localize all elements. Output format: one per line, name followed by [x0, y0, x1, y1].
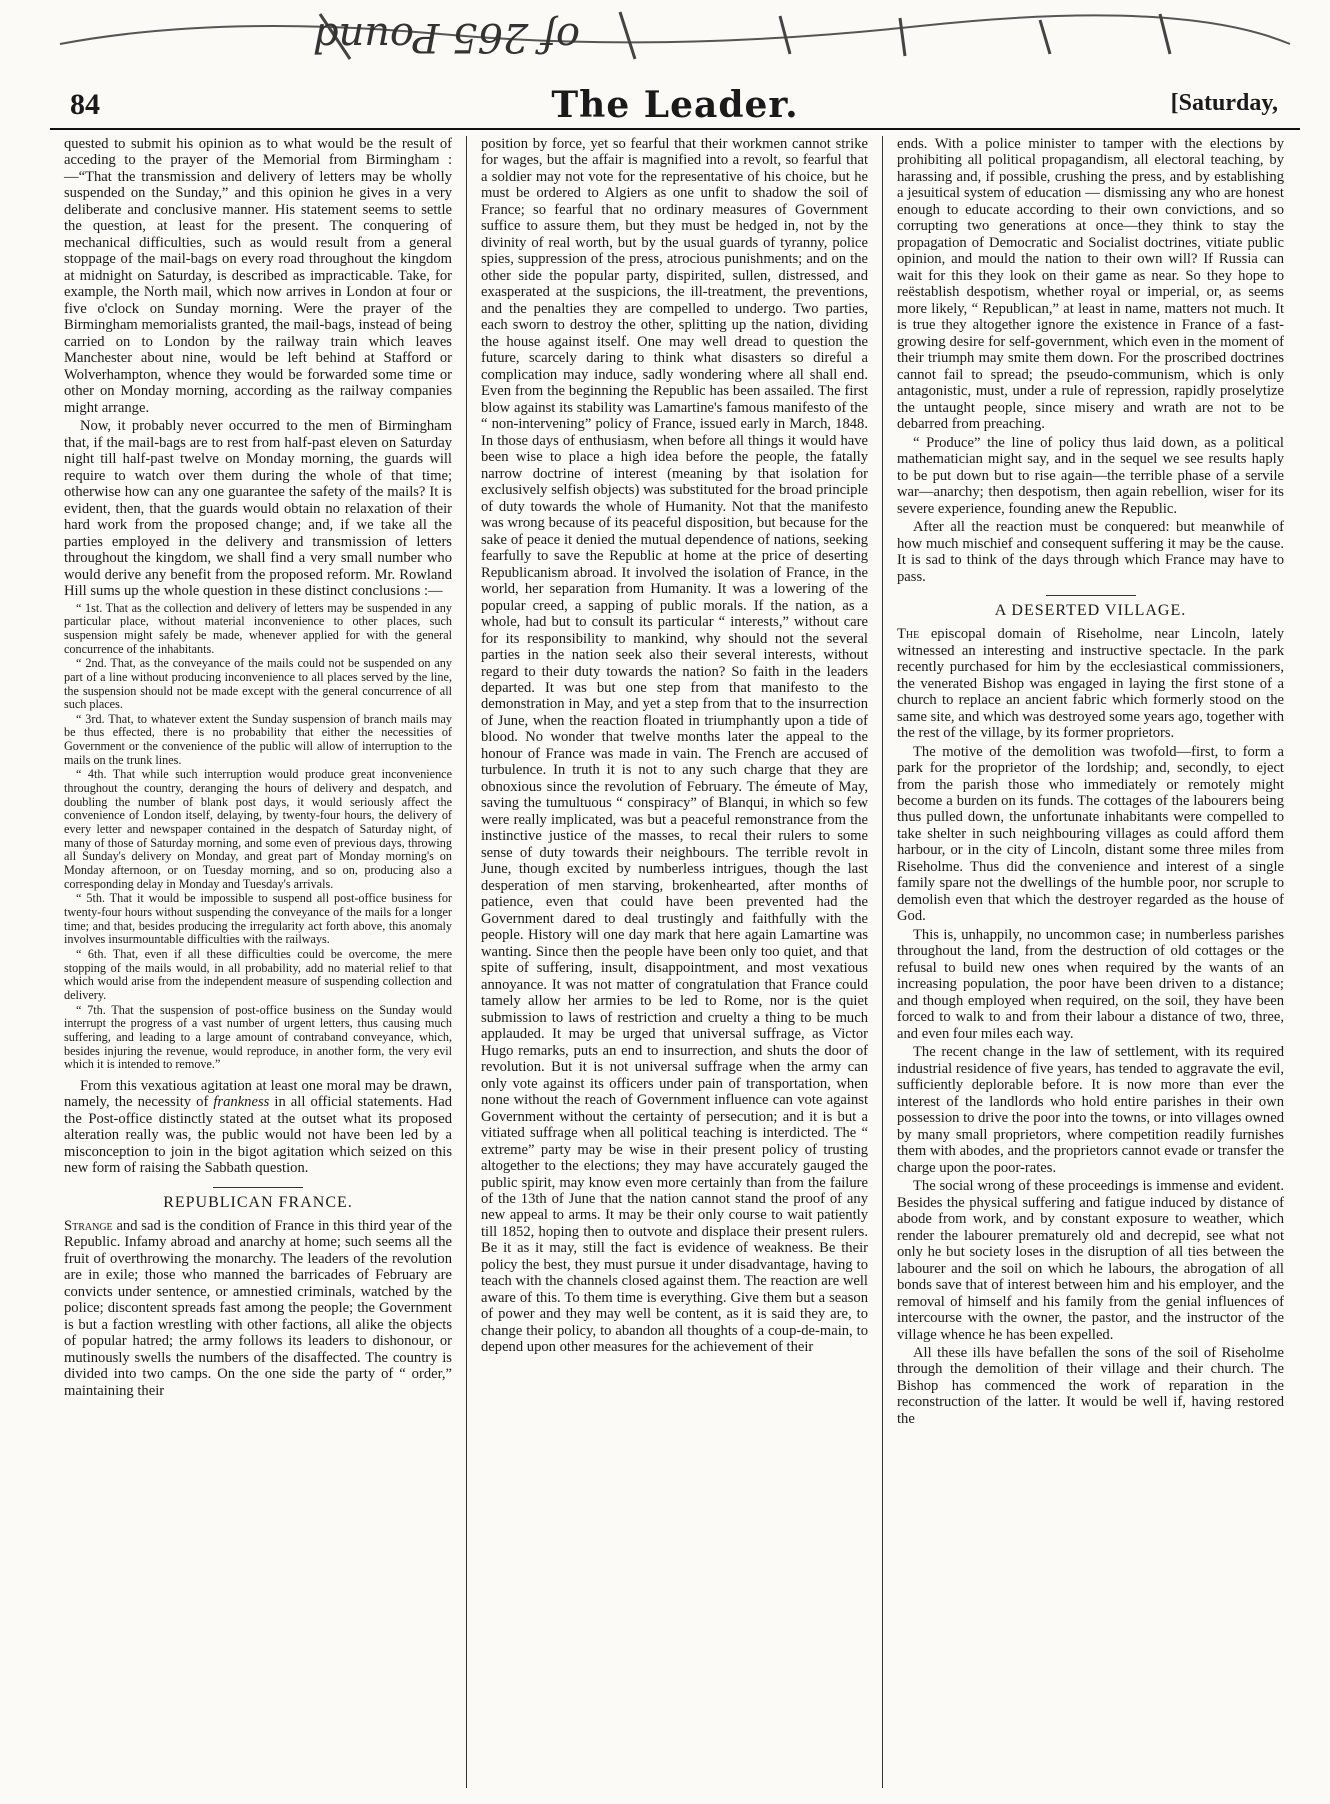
- paragraph: The recent change in the law of settlement, with its required industrial residence of five years, has tended to aggravate the evil, sufficiently deplorable before. It is now more than ever the interest of the landlords who hold entire parishes in their own possession to drive the poor into the towns, or into villages owned by many small proprietors, where competition readily furnishes them with abodes, and the proprietors cannot evade or transfer the charge upon the poor-rates.: [897, 1044, 1284, 1176]
- issue-day: [Saturday,: [1170, 90, 1278, 116]
- heading-deserted-village: A DESERTED VILLAGE.: [994, 602, 1187, 620]
- scrawl-text: of 265 Pound: [312, 14, 580, 60]
- quotation: “ 6th. That, even if all these difficulties could be overcome, the mere stopping of the mails would, in all probability, add no material relief to that which would arise from the independent measure of suspending collection and delivery.: [64, 946, 452, 1002]
- column-2: [466, 136, 882, 1788]
- drop-word: The: [897, 626, 920, 643]
- paragraph: After all the reaction must be conquered: but meanwhile of how much mischief and consequent suffering it may be the cause. It is sad to think of the days through which France may have to pass.: [897, 519, 1284, 585]
- paragraph: quested to submit his opinion as to what would be the result of acceding to the prayer of the Memorial from Birmingham :—“That the transmission and delivery of letters may be wholly suspended on the Sunday,” and this opinion he gives in a very deliberate and conclusive manner. His statement seems to settle the question, at least for the present. The conquering of mechanical difficulties, such as would result from a general stoppage of the mail-bags on every road throughout the kingdom at midnight on Saturday, is described as impracticable. Take, for example, the North mail, which now arrives in London at four or five o'clock on Sunday morning. Were the prayer of the Birmingham memorialists granted, the mail-bags, instead of being carried on to London by the railway train which leaves Manchester about nine, would be left behind at Stafford or Wolverhampton, whence they would be forwarded some time or other on Monday morning, according as the railway companies might arrange.: [64, 136, 452, 416]
- paragraph: [64, 1078, 452, 1177]
- section-divider: [1046, 595, 1136, 596]
- article-columns: [50, 136, 1300, 1788]
- quotation: “ 5th. That it would be impossible to suspend all post-office business for twenty-four hours without suspending the conveyance of the mails for a longer time; and that, besides producing the irregularity act forth above, this anomaly involves insurmountable difficulties with the railways.: [64, 891, 452, 947]
- paragraph: position by force, yet so fearful that their workmen cannot strike for wages, but the affair is magnified into a revolt, so fearful that a soldier may not vote for the representative of his choice, but he must be ordered to Algiers as one unfit to shadow the soil of France; so fearful that no ordinary measures of Government suffice to assure them, but they must be hedged in, not by the divinity of real worth, but by the usual guards of tyranny, police spies, suppression of the press, atrocious punishments; and on the other side the popular party, dispirited, sullen, distressed, and exasperated at the suspicions, the ill-treatment, the preventions, and the penalties they are compelled to undergo. Two parties, each sworn to destroy the other, splitting up the nation, dividing the house against itself. One may well dread to question the future, scarcely daring to think what disasters so direful a complication may induce, sadly wondering where all shall end. Even from the beginning the Republic has been assailed. The first blow against its stability was Lamartine's famous manifesto of the “ non-intervening” policy of France, issued early in March, 1848. In those days of enthusiasm, when before all things it would have been wise to place a high idea before the people, the fatally narrow doctrine of interest (meaning by that isolation for exclusively selfish objects) was substituted for the broad principle of duty towards the whole of Humanity. Not that the manifesto was wrong because of its peaceful disposition, but because for the sake of peace it denied the mutual dependence of nations, seeking fearfully to save the Republic at home at the price of deserting Republicanism abroad. It involved the isolation of France, in the world, her separation from Humanity. It was a lowering of the popular creed, a sapping of public morals. If the nation, as a whole, had but to consult its particular “ interests,” without care for its responsibility to mankind, why should not the several parties in the nation seek also their several interests, without regard to their duty towards the nation? So faith in the leaders departed. It was but one step from that manifesto to the demonstration in May, and yet a step from that to the insurrection of June, when the reaction floated in triumphantly upon a tide of blood. No wonder that twelve months later the appeal to the honour of France was made in vain. The French are accused of turbulence. In truth it is not to any such charge that they are obnoxious since the revolution of February. The émeute of May, saving the tumultuous “ conspiracy” of Blanqui, in which so few were really implicated, was but a peaceful remonstrance from the instinctive justice of the masses, to recal their rulers to some sense of duty towards their neighbours. The terrible revolt in June, though excited by numberless intrigues, though the last desperation of men starving, brokenhearted, after months of patience, even that could have been prevented had the Government dared to deal trustingly and faithfully with the people. History will one day mark that here again Lamartine was wanting. Since then the people have been only too quiet, and that spite of suffering, insult, disappointment, and most vexatious annoyance. It was not matter of congratulation that France could tamely allow her armies to be led to Rome, nor is the quiet submission to laws of restriction and cruelty a thing to be much applauded. It may be urged that universal suffrage, as Victor Hugo remarks, puts an end to insurrection, and shuts the door of revolution. But it is not universal suffrage when the army can only vote against its officers under pain of transportation, when none without the reach of Government influence can vote against Government without the certainty of persecution; and it is but a vitiated suffrage when all political teaching is interdicted. The “ extreme” party may be wise in their present policy of trusting altogether to the elections; they may have accurately gauged the public spirit, may know even more certainly than from the failure of the 13th of June that the nation cannot stand the proof of any new appeal to arms. It may be their only course to wait patiently till 1852, hoping then to outvote and displace their present rulers. Be it as it may, still the fact is evidence of weakness. Be their policy the best, they must pursue it under disadvantage, having to teach with the channels closed against them. The reaction are well aware of this. To them time is everything. Give them but a season of power and they may well be content, as it is said they are, to change their policy, to abandon all thoughts of a coup-de-main, to depend upon other measures for the achievement of their: [481, 136, 868, 1356]
- text-run: From this vexatious agitation at least one moral may be drawn, namely, the necessity of: [64, 1077, 452, 1111]
- text-run: in all official statements. Had the Post-office distinctly stated at the outset what its proposed alteration really was, the public would not have been led by a misconception to join in the bigot agitation which seized on this new form of raising the Sabbath question.: [64, 1094, 452, 1177]
- paragraph: Now, it probably never occurred to the men of Birmingham that, if the mail-bags are to rest from half-past eleven on Saturday night till half-past twelve on Monday morning, the guards will require to watch over them during the whole of that time; otherwise how can any one guarantee the safety of the mails? It is evident, then, that the guards would obtain no relaxation of their hard work from the proposed change; and, if we take all the parties employed in the delivery and transmission of letters throughout the kingdom, we shall find a very small number who would derive any benefit from the proposed reform. Mr. Rowland Hill sums up the whole question in these distinct conclusions :—: [64, 418, 452, 600]
- quotation: “ 3rd. That, to whatever extent the Sunday suspension of branch mails may be thus effected, there is no probability that either the necessities of Government or the convenience of the public will allow of interruption to the mails on the trunk lines.: [64, 711, 452, 767]
- paragraph: This is, unhappily, no uncommon case; in numberless parishes throughout the land, from the destruction of old cottages or the refusal to build new ones when required by the wants of an increasing population, the poor have been driven to a distance; and though employed when required, on the soil, they have been forced to walk to and from their labour a distance of two, three, and even four miles each way.: [897, 926, 1284, 1042]
- column-3: [882, 136, 1298, 1788]
- paragraph: The motive of the demolition was twofold—first, to form a park for the proprietor of the lordship; and, secondly, to eject from the parish those who immediately or remotely might become a burden on its funds. The cottages of the labourers being thus pulled down, the unfortunate inhabitants were compelled to take shelter in such neighbouring villages as could afford them harbour, or in the city of Lincoln, distant some three miles from Riseholme. Thus did the convenience and interest of a single family spare not the dwellings of the humble poor, nor scruple to demolish even that which the destroyer regarded as the house of God.: [897, 743, 1284, 925]
- paragraph: [897, 626, 1284, 741]
- paragraph: All these ills have befallen the sons of the soil of Riseholme through the demolition of their village and their church. The Bishop has commenced the work of reparation in the reconstruction of the latter. It would be well if, having restored the: [897, 1344, 1284, 1427]
- heading-republican-france: REPUBLICAN FRANCE.: [163, 1193, 353, 1211]
- handwritten-annotation: [20, 4, 1310, 74]
- quotation: “ 1st. That as the collection and delivery of letters may be suspended in any particular place, without material inconvenience to other places, such suspension might safely be made, whenever applied for with the general concurrence of the inhabitants.: [64, 600, 452, 656]
- text-run: episcopal domain of Riseholme, near Lincoln, lately witnessed an interesting and instructive spectacle. In the park recently purchased for him by the ecclesiastical commissioners, the venerated Bishop was engaged in laying the first stone of a church to replace an ancient fabric which formerly stood on the same site, and which was destroyed some years ago, together with the rest of the village, by its former proprietors.: [897, 626, 1284, 742]
- newspaper-title: The Leader.: [551, 84, 799, 126]
- quotation: “ 4th. That while such interruption would produce great inconvenience throughout the country, deranging the hours of delivery and despatch, and doubling the number of blank post days, it would seriously affect the convenience of London itself, delaying, by twenty-four hours, the delivery of every letter and newspaper contained in the despatch of Saturday night, of many of those of Saturday morning, and some even of previous days, throwing all Sunday's delivery on Monday, and great part of Monday morning's on Monday afternoon, or on Tuesday morning, and so on, producing also a corresponding delay in Monday and Tuesday's arrivals.: [64, 767, 452, 891]
- paragraph: ends. With a police minister to tamper with the elections by prohibiting all political propagandism, all electoral teaching, by harassing and, if possible, crushing the press, and by establishing a jesuitical system of education — dismissing any who are honest enough to educate according to their own convictions, and so corrupting two generations at once—they think to stay the propagation of Democratic and Socialist doctrines, vitiate public opinion, and mould the nation to their own will? If Russia can wait for this they look on their game as near. So they hope to reëstablish despotism, whether royal or imperial, or, as seems more likely, “ Republican,” at least in name, matters not much. It is true they altogether ignore the existence in France of a fast-growing desire for self-government, which even in the moment of their triumph may smite them down. For the proscribed doctrines cannot fail to spread; the pseudo-communism, which is only antagonistic, must, under a rule of repression, rapidly proselytize the untaught people, since misery and wrath are not to be debarred from preaching.: [897, 136, 1284, 433]
- column-1: [50, 136, 466, 1788]
- drop-word: Strange: [64, 1217, 113, 1234]
- paragraph: The social wrong of these proceedings is immense and evident. Besides the physical suffering and fatigue induced by distance of abode from work, and by constant exposure to weather, which render the labourer prematurely old and decrepid, see what not only he but society loses in the disruption of all ties between the labourer and the soil on which he labours, the abrogation of all bonds save that of interest between him and his employer, and the removal of himself and his family from the genial influences of intercourse with the owner, the pastor, and the instructor of the village whence he has been expelled.: [897, 1178, 1284, 1343]
- text-run: and sad is the condition of France in this third year of the Republic. Infamy abroad and anarchy at home; such seems all the fruit of overthrowing the monarchy. The leaders of the revolution are in exile; those who manned the barricades of February are convicts under sentence, or amnestied criminals, watched by the police; discontent spreads fast among the people; the Government is but a faction wrestling with other factions, all alike the objects of popular hatred; the army follows its leaders to dishonour, or mutinously swells the numbers of the disaffected. The country is divided into two camps. On the one side the party of “ order,” maintaining their: [64, 1217, 452, 1399]
- paragraph: “ Produce” the line of policy thus laid down, as a political mathematician might say, and in the sequel we see results haply to be put down but to rise again—the terrible phase of a servile war—anarchy; then despotism, then again rebellion, wiser for its severe experience, founding anew the Republic.: [897, 434, 1284, 517]
- page-number: 84: [70, 88, 100, 121]
- section-divider: [213, 1187, 303, 1188]
- masthead: [50, 84, 1300, 130]
- quotation: “ 7th. That the suspension of post-office business on the Sunday would interrupt the progress of a vast number of urgent letters, thus causing much suffering, and leading to a large amount of contraband conveyance, which, besides injuring the revenue, would reproduce, in another form, the very evil which it is intended to remove.”: [64, 1002, 452, 1072]
- paragraph: [64, 1218, 452, 1399]
- emphasis: frankness: [213, 1094, 270, 1111]
- quotation: “ 2nd. That, as the conveyance of the mails could not be suspended on any part of a line without producing inconvenience to all places served by the line, the suspension should not be made except with the general concurrence of all such places.: [64, 656, 452, 712]
